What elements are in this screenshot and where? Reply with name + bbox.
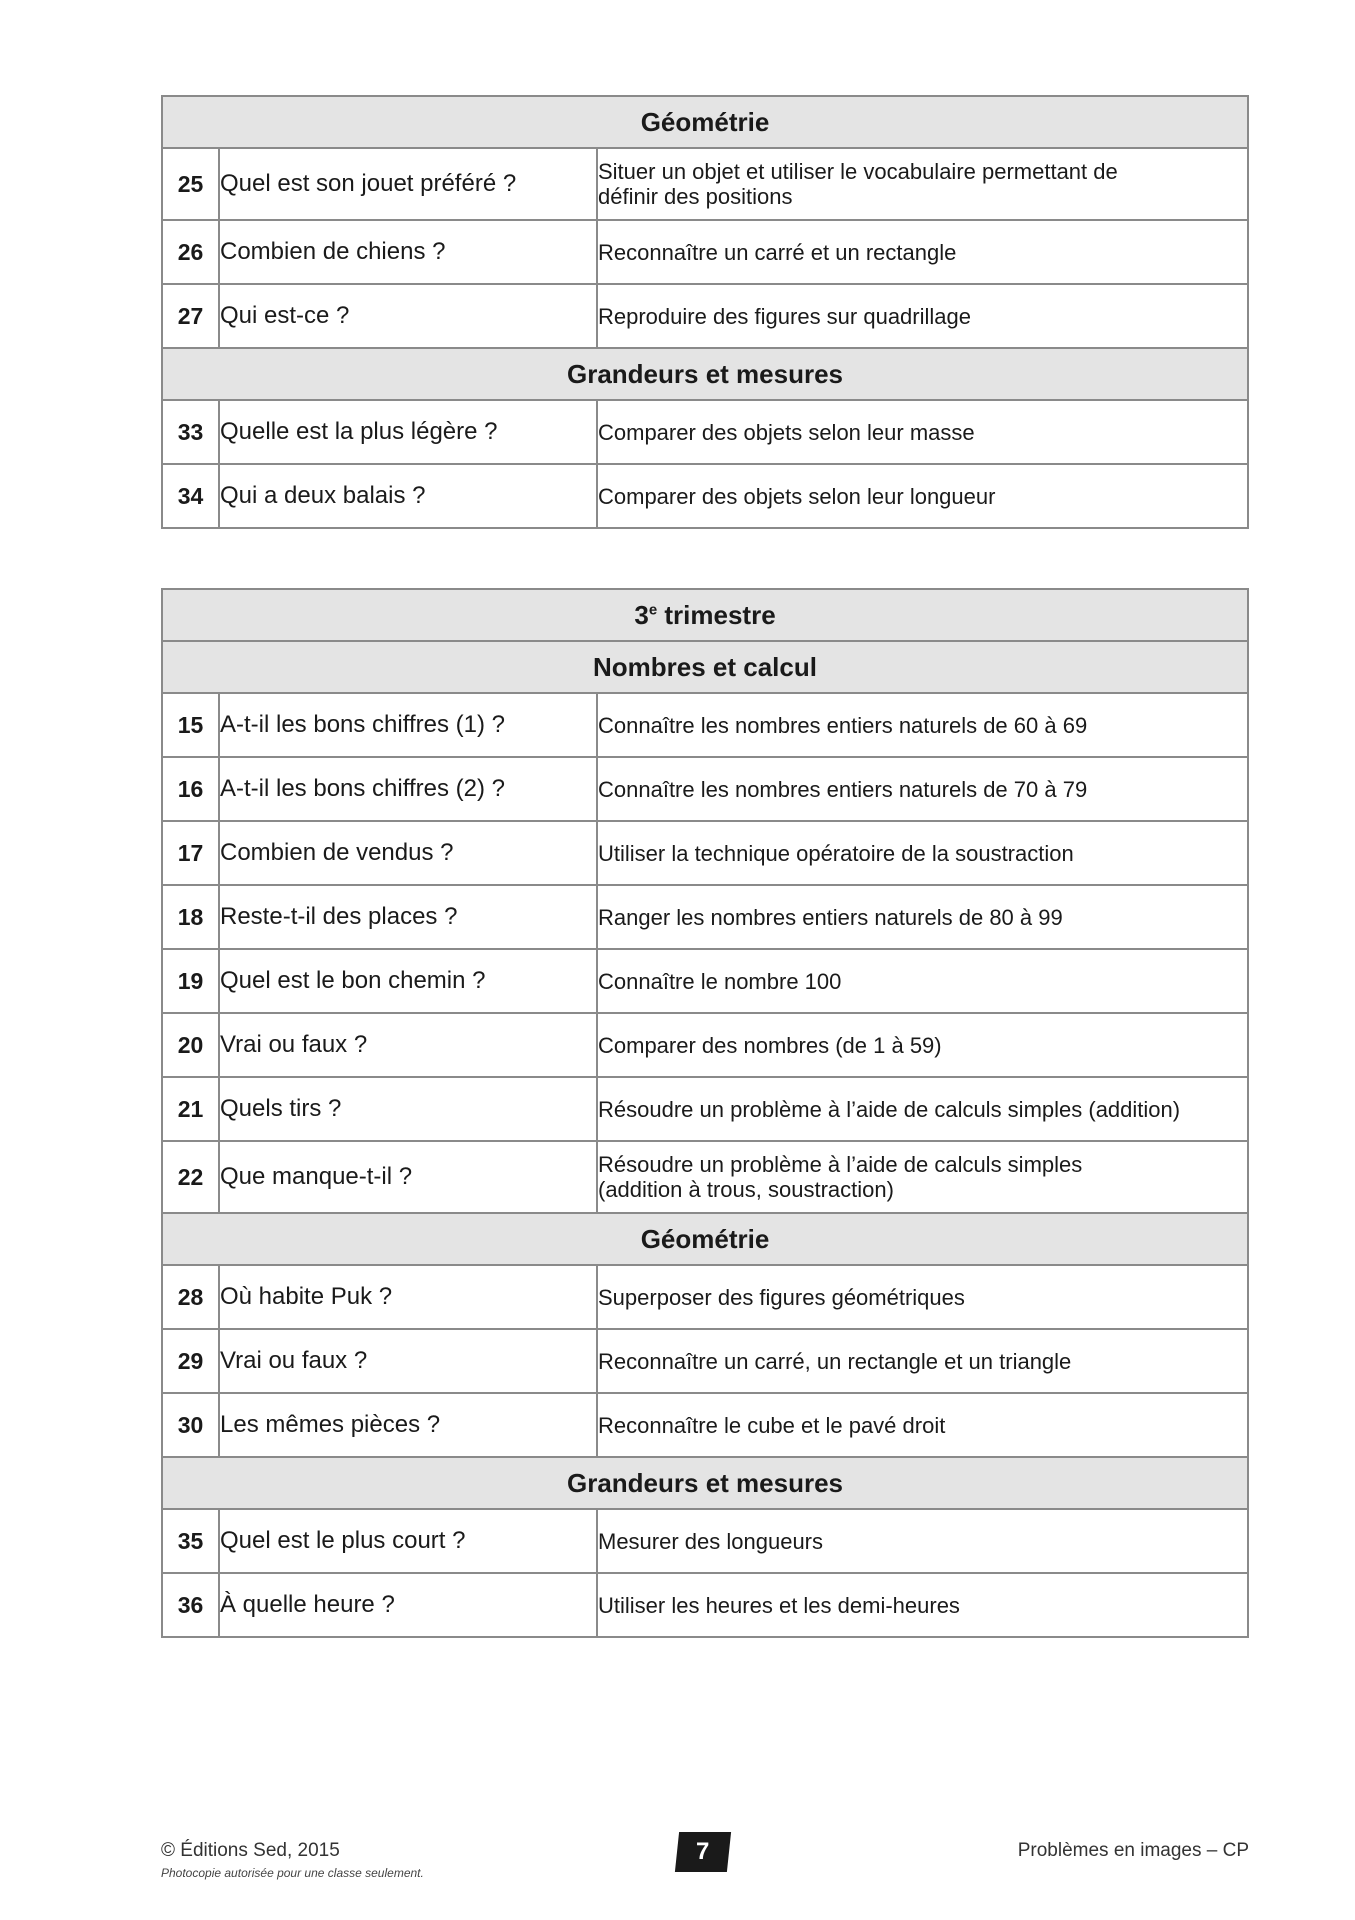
trimester-label: trimestre <box>657 599 776 630</box>
table-row <box>162 1013 1248 1077</box>
row-objective: Ranger les nombres entiers naturels de 80 à 99 <box>597 885 1248 949</box>
photocopy-note: Photocopie autorisée pour une classe seulement. <box>161 1866 424 1880</box>
trimester-number: 3 <box>634 599 649 630</box>
row-number: 22 <box>162 1141 219 1213</box>
section-title: Géométrie <box>162 96 1248 148</box>
row-number: 18 <box>162 885 219 949</box>
row-title: Vrai ou faux ? <box>219 1329 597 1393</box>
row-objective: Utiliser les heures et les demi-heures <box>597 1573 1248 1637</box>
trimester-title <box>162 589 1248 641</box>
table-row <box>162 885 1248 949</box>
row-title: Quels tirs ? <box>219 1077 597 1141</box>
row-objective: Reproduire des figures sur quadrillage <box>597 284 1248 348</box>
row-number: 30 <box>162 1393 219 1457</box>
row-title: A-t-il les bons chiffres (1) ? <box>219 693 597 757</box>
row-objective: Résoudre un problème à l’aide de calculs simples (addition) <box>597 1077 1248 1141</box>
row-objective: Mesurer des longueurs <box>597 1509 1248 1573</box>
table-row <box>162 757 1248 821</box>
table-row <box>162 400 1248 464</box>
row-objective: Connaître le nombre 100 <box>597 949 1248 1013</box>
table-row <box>162 1265 1248 1329</box>
row-title: Qui est-ce ? <box>219 284 597 348</box>
row-number: 27 <box>162 284 219 348</box>
page-number-label: 7 <box>696 1838 710 1865</box>
row-title: Que manque-t-il ? <box>219 1141 597 1213</box>
row-number: 36 <box>162 1573 219 1637</box>
trimester-ordinal: e <box>648 600 658 618</box>
row-title: Quelle est la plus légère ? <box>219 400 597 464</box>
row-number: 29 <box>162 1329 219 1393</box>
row-number: 28 <box>162 1265 219 1329</box>
table-row <box>162 1393 1248 1457</box>
section-title: Grandeurs et mesures <box>162 1457 1248 1509</box>
table-row <box>162 1329 1248 1393</box>
table-row <box>162 693 1248 757</box>
row-objective: Connaître les nombres entiers naturels de 60 à 69 <box>597 693 1248 757</box>
book-title: Problèmes en images – CP <box>1017 1840 1249 1861</box>
row-title: Quel est le plus court ? <box>219 1509 597 1573</box>
table-row <box>162 148 1248 220</box>
row-title: A-t-il les bons chiffres (2) ? <box>219 757 597 821</box>
program-table-2 <box>161 588 1249 1638</box>
page-number <box>675 1832 731 1872</box>
section-title: Nombres et calcul <box>162 641 1248 693</box>
row-objective: Reconnaître un carré, un rectangle et un triangle <box>597 1329 1248 1393</box>
row-title: Combien de vendus ? <box>219 821 597 885</box>
row-objective: Connaître les nombres entiers naturels de 70 à 79 <box>597 757 1248 821</box>
row-objective: Situer un objet et utiliser le vocabulaire permettant de définir des positions <box>597 148 1248 220</box>
table-row <box>162 1509 1248 1573</box>
row-objective: Comparer des objets selon leur longueur <box>597 464 1248 528</box>
section-title: Grandeurs et mesures <box>162 348 1248 400</box>
row-number: 25 <box>162 148 219 220</box>
row-title: Quel est son jouet préféré ? <box>219 148 597 220</box>
copyright-text: © Éditions Sed, 2015 <box>161 1840 340 1861</box>
row-objective: Reconnaître le cube et le pavé droit <box>597 1393 1248 1457</box>
row-number: 15 <box>162 693 219 757</box>
table-row <box>162 464 1248 528</box>
row-number: 20 <box>162 1013 219 1077</box>
table-row <box>162 1077 1248 1141</box>
row-title: Vrai ou faux ? <box>219 1013 597 1077</box>
row-number: 26 <box>162 220 219 284</box>
table-row <box>162 284 1248 348</box>
row-title: À quelle heure ? <box>219 1573 597 1637</box>
row-number: 16 <box>162 757 219 821</box>
table-row <box>162 1573 1248 1637</box>
row-number: 34 <box>162 464 219 528</box>
row-title: Les mêmes pièces ? <box>219 1393 597 1457</box>
table-row <box>162 949 1248 1013</box>
table-row <box>162 220 1248 284</box>
row-objective: Superposer des figures géométriques <box>597 1265 1248 1329</box>
row-title: Quel est le bon chemin ? <box>219 949 597 1013</box>
row-title: Où habite Puk ? <box>219 1265 597 1329</box>
row-title: Qui a deux balais ? <box>219 464 597 528</box>
row-title: Reste-t-il des places ? <box>219 885 597 949</box>
table-row <box>162 821 1248 885</box>
row-objective: Résoudre un problème à l’aide de calculs simples (addition à trous, soustraction) <box>597 1141 1248 1213</box>
section-title: Géométrie <box>162 1213 1248 1265</box>
row-title: Combien de chiens ? <box>219 220 597 284</box>
row-number: 21 <box>162 1077 219 1141</box>
row-objective: Comparer des objets selon leur masse <box>597 400 1248 464</box>
program-table-1 <box>161 95 1249 529</box>
table-row <box>162 1141 1248 1213</box>
row-objective: Utiliser la technique opératoire de la soustraction <box>597 821 1248 885</box>
row-objective: Comparer des nombres (de 1 à 59) <box>597 1013 1248 1077</box>
row-number: 19 <box>162 949 219 1013</box>
row-number: 35 <box>162 1509 219 1573</box>
row-number: 17 <box>162 821 219 885</box>
row-number: 33 <box>162 400 219 464</box>
row-objective: Reconnaître un carré et un rectangle <box>597 220 1248 284</box>
